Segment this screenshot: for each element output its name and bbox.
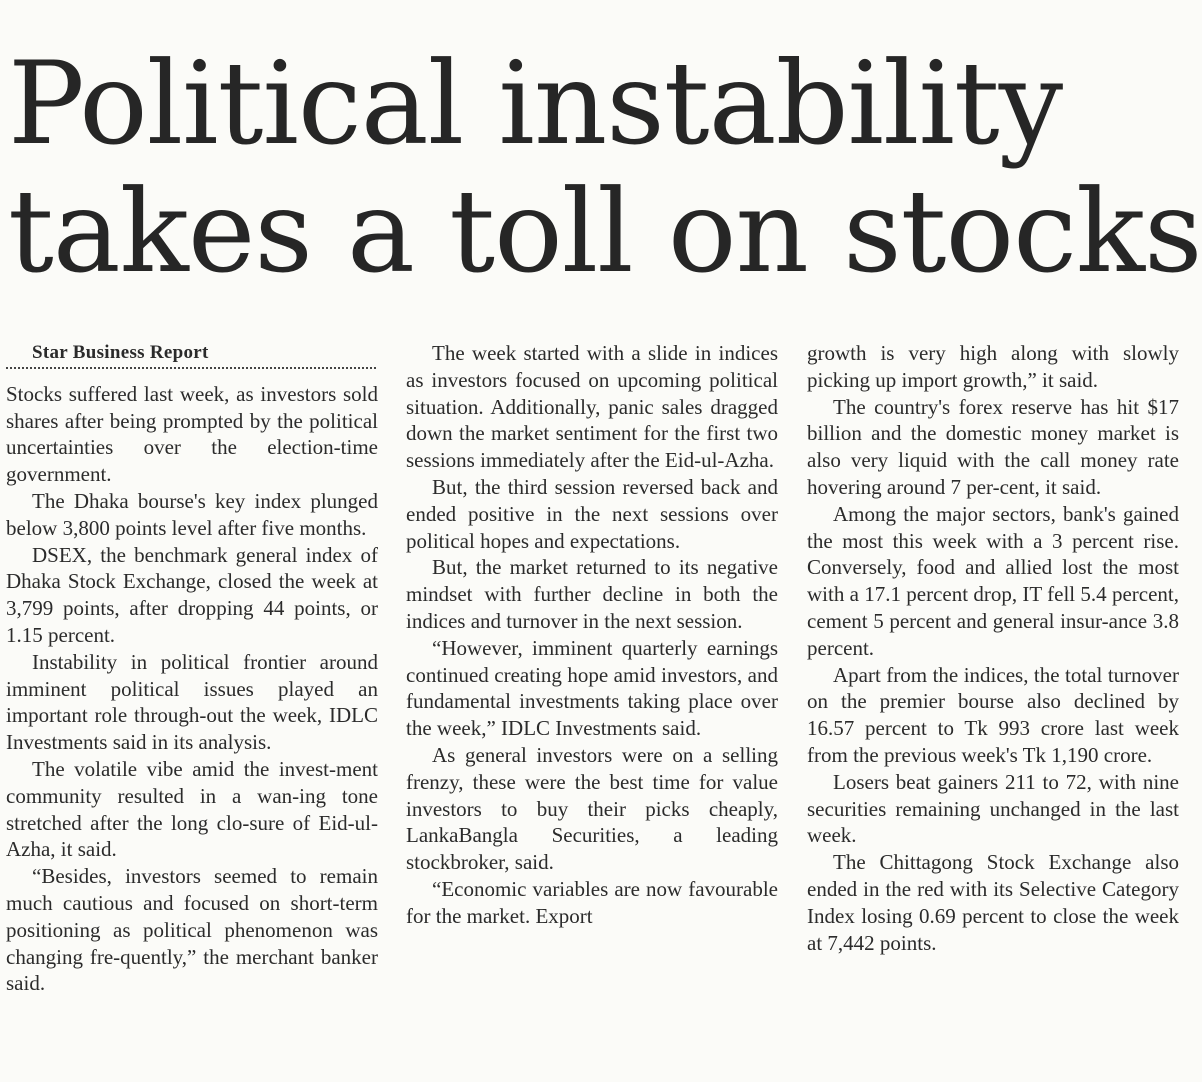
headline-line-2: takes a toll on stocks (8, 165, 1202, 298)
paragraph: The week started with a slide in indices as investors focused on upcoming political situation. Additionally, panic sales dragged down the market sentiment for the first two sessions immediately after the Eid-ul-Azha. (406, 341, 778, 473)
paragraph: The Chittagong Stock Exchange also ended in the red with its Selective Category Index losing 0.69 percent to close the week at 7,442 points. (807, 850, 1179, 955)
paragraph: growth is very high along with slowly picking up import growth,” it said. (807, 341, 1179, 392)
paragraph: The Dhaka bourse's key index plunged below 3,800 points level after five months. (6, 488, 378, 540)
paragraph: “However, imminent quarterly earnings continued creating hope amid investors, and fundamental investments taking place over the week,” IDLC Investments said. (406, 635, 778, 741)
paragraph: “Economic variables are now favourable for the market. Export (406, 876, 778, 928)
article-column-2 (406, 340, 778, 930)
article-column-3 (807, 340, 1179, 956)
paragraph: But, the market returned to its negative mindset with further decline in both the indices and turnover in the next session. (406, 555, 778, 633)
byline: Star Business Report (32, 342, 209, 363)
paragraph: Losers beat gainers 211 to 72, with nine securities remaining unchanged in the last week. (807, 769, 1179, 848)
paragraph: The country's forex reserve has hit $17 billion and the domestic money market is also very liquid with the call money rate hovering around 7 per-cent, it said. (807, 394, 1179, 499)
paragraph: Apart from the indices, the total turnover on the premier bourse also declined by 16.57 percent to Tk 993 crore last week from the previous week's Tk 1,190 crore. (807, 662, 1179, 767)
paragraph: But, the third session reversed back and ended positive in the next sessions over political hopes and expectations. (406, 474, 778, 553)
article-column-1 (6, 340, 378, 997)
paragraph: DSEX, the benchmark general index of Dhaka Stock Exchange, closed the week at 3,799 points, after dropping 44 points, or 1.15 percent. (6, 542, 378, 647)
paragraph: Instability in political frontier around imminent political issues played an important role through-out the week, IDLC Investments said in its analysis. (6, 649, 378, 755)
paragraph: As general investors were on a selling frenzy, these were the best time for value investors to buy their picks cheaply, LankaBangla Securities, a leading stockbroker, said. (406, 742, 778, 875)
paragraph: Among the major sectors, bank's gained the most this week with a 3 percent rise. Conversely, food and allied lost the most with a 17.1 percent drop, IT fell 5.4 percent, cement 5 percent and general insur-ance 3.8 percent. (807, 501, 1179, 660)
headline (8, 37, 1202, 298)
byline-divider (6, 367, 376, 369)
paragraph: The volatile vibe amid the invest-ment community resulted in a wan-ing tone stretched after the long clo-sure of Eid-ul-Azha, it said. (6, 756, 378, 862)
paragraph: Stocks suffered last week, as investors sold shares after being prompted by the political uncertainties over the election-time government. (6, 381, 378, 487)
paragraph: “Besides, investors seemed to remain much cautious and focused on short-term positioning as political phenomenon was changing fre-quently,” the merchant banker said. (6, 864, 378, 996)
headline-line-1: Political instability (8, 37, 1063, 170)
